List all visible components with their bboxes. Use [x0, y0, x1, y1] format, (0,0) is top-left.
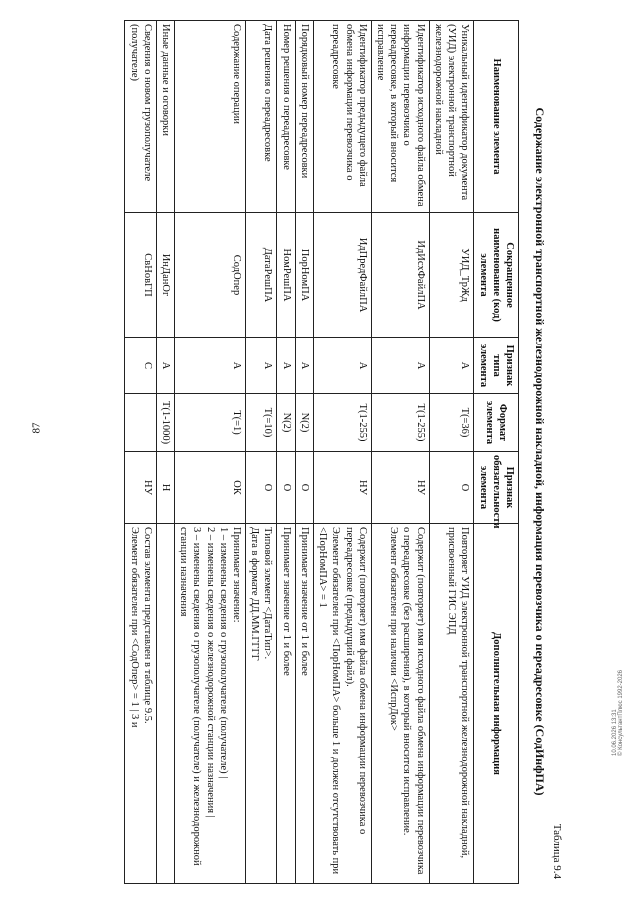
cell-required	[429, 452, 474, 524]
cell-code-text: ПорНомПА	[298, 248, 310, 302]
cell-info	[371, 524, 429, 884]
cell-code-text: СодОпер	[231, 254, 243, 296]
cell-code-text: НомРешПА	[280, 248, 292, 302]
table-row	[125, 21, 156, 884]
cell-code	[313, 213, 371, 338]
cell-required-text: О	[280, 483, 292, 492]
cell-type	[429, 338, 474, 394]
cell-info	[277, 524, 295, 884]
cell-info-text: Типовой элемент <ДатаТип>.	[262, 527, 274, 660]
page-number-text: 87	[30, 422, 42, 434]
cell-code-text: ИдПредФайлПА	[356, 237, 368, 313]
table-row	[313, 21, 371, 884]
cell-code	[174, 213, 245, 338]
cell-required	[277, 452, 295, 524]
cell-type	[295, 338, 313, 394]
cell-type-text: А	[356, 361, 368, 370]
cell-code	[246, 213, 277, 338]
cell-info	[246, 524, 277, 884]
cell-type-text: А	[459, 361, 471, 370]
cell-type-text: А	[414, 361, 426, 370]
cell-type	[313, 338, 371, 394]
cell-name-text: Дата решения о переадресовке	[262, 24, 274, 162]
cell-format	[295, 394, 313, 452]
elements-table	[124, 20, 519, 884]
cell-info-text: 3 – изменены сведения о грузополучателе (получателе) и железнодорожной станции назначения	[178, 527, 203, 866]
cell-type-text: С	[141, 361, 153, 369]
cell-info-text: Содержит (повторяет) имя исходного файла обмена информации перевозчика о переадресовке (без расширения), в который вносится исправление.	[401, 527, 426, 875]
cell-format-text: T(1-255)	[414, 403, 426, 442]
cell-format-text: N(2)	[298, 412, 310, 433]
cell-info-text: Состав элемента представлен в таблице 9.5.	[141, 527, 153, 724]
cell-code-text: ИнДанОг	[159, 253, 171, 297]
table-header-row	[474, 21, 519, 884]
cell-code-text: ДатаРешПА	[262, 247, 274, 303]
cell-info-text: Содержит (повторяет) имя файла обмена информации перевозчика о переадресовке (предыдущий файл).	[343, 527, 368, 835]
cell-code	[277, 213, 295, 338]
cell-name	[371, 21, 429, 213]
cell-name-text: Порядковый номер переадресовки	[298, 24, 310, 179]
cell-format	[429, 394, 474, 452]
cell-required-text: О	[262, 483, 274, 492]
cell-name-text: Идентификатор предыдущего файла обмена информации перевозчика о переадресовке	[330, 24, 368, 187]
cell-code-text: УИД_ТрЖд	[459, 248, 471, 302]
cell-required-text: НУ	[141, 479, 153, 496]
cell-info-text: Принимает значение:	[231, 527, 243, 623]
cell-required-text: О	[459, 483, 471, 492]
cell-info	[429, 524, 474, 884]
cell-format-text: T(=36)	[459, 407, 471, 438]
cell-name	[246, 21, 277, 213]
table-row	[295, 21, 313, 884]
table-title: Содержание электронной транспортной железнодорожной накладной, информация перевозчика о переадресовке (СодИнфПА)	[533, 107, 547, 796]
cell-required-text: Н	[159, 483, 171, 492]
cell-name	[125, 21, 156, 213]
cell-name	[174, 21, 245, 213]
cell-format-text: N(2)	[280, 412, 292, 433]
cell-type-text: А	[280, 361, 292, 370]
cell-name	[295, 21, 313, 213]
table-row	[246, 21, 277, 884]
cell-type	[277, 338, 295, 394]
cell-type	[174, 338, 245, 394]
footer-stamp-date: 10.06.2026 13:31	[612, 709, 618, 756]
header-type-flag: Признак типа элемента	[474, 338, 519, 394]
cell-format-text: T(1-255)	[356, 403, 368, 442]
cell-name	[313, 21, 371, 213]
cell-info-text: Принимает значение от 1 и более	[298, 527, 310, 676]
cell-name	[277, 21, 295, 213]
cell-info-text: Дата в формате ДД.ММ.ГГГГ	[249, 527, 261, 661]
cell-format	[156, 394, 174, 452]
cell-info-text: 1 – изменены сведения о грузополучателе (получателе) |	[217, 527, 229, 779]
cell-code	[371, 213, 429, 338]
cell-required-text: НУ	[414, 479, 426, 496]
cell-info-text: Элемент обязателен при <ПорНомПА> больше 1 и должен отсутствовать при <ПорНомПА> = 1	[317, 527, 342, 875]
header-format: Формат элемента	[474, 394, 519, 452]
cell-required	[125, 452, 156, 524]
table-row	[174, 21, 245, 884]
cell-info	[156, 524, 174, 884]
header-required-flag: Признак обязательности элемента	[474, 452, 519, 524]
cell-required-text: НУ	[356, 479, 368, 496]
header-short-name: Сокращенное наименование (код) элемента	[474, 213, 519, 338]
cell-info-text: 2 – изменены сведения о железнодорожной станции назначения |	[204, 527, 216, 818]
header-info: Дополнительная информация	[474, 524, 519, 884]
cell-required	[371, 452, 429, 524]
cell-info	[313, 524, 371, 884]
cell-format	[371, 394, 429, 452]
cell-info	[174, 524, 245, 884]
cell-required	[246, 452, 277, 524]
cell-format	[246, 394, 277, 452]
cell-format-text: T(1-1000)	[159, 400, 171, 445]
cell-name-text: Уникальный идентификатор документа (УИД) электронной транспортной железнодорожной накладной	[432, 24, 471, 201]
footer-stamp	[612, 626, 626, 756]
cell-required	[156, 452, 174, 524]
cell-format-text: T(=1)	[231, 410, 243, 435]
cell-type-text: А	[262, 361, 274, 370]
cell-info-text: Повторяет УИД электронной транспортной железнодорожной накладной, присвоенный ГИС ЭПД	[446, 527, 471, 859]
rotated-page-content	[59, 20, 563, 883]
table-row	[371, 21, 429, 884]
cell-required	[295, 452, 313, 524]
cell-type	[246, 338, 277, 394]
cell-code-text: СвНовГП	[141, 253, 153, 297]
cell-info-text: Элемент обязателен при <СодОпер> = 1 | 3 и	[128, 527, 140, 728]
cell-name-text: Иные данные и оговорки	[159, 24, 171, 137]
cell-name-text: Номер решения о переадресовке	[280, 24, 292, 170]
cell-name	[156, 21, 174, 213]
cell-format	[277, 394, 295, 452]
cell-format	[174, 394, 245, 452]
table-row	[429, 21, 474, 884]
cell-format-text: T(=10)	[262, 407, 274, 438]
cell-type	[125, 338, 156, 394]
cell-format	[313, 394, 371, 452]
cell-required-text: ОК	[231, 480, 243, 495]
cell-required	[313, 452, 371, 524]
cell-info	[295, 524, 313, 884]
table-label: Таблица 9.4	[551, 823, 563, 879]
cell-name-text: Содержание операции	[231, 24, 243, 124]
cell-name-text: Идентификатор исходного файла обмена информации перевозчика о переадресовке, в который вносится исправление	[375, 24, 426, 207]
cell-code	[429, 213, 474, 338]
cell-required-text: О	[298, 483, 310, 492]
cell-type	[156, 338, 174, 394]
cell-type-text: А	[298, 361, 310, 370]
cell-code	[125, 213, 156, 338]
page-number	[30, 418, 42, 438]
cell-info-text: Элемент обязателен при наличии <ИспрДок>	[388, 527, 400, 731]
cell-required	[174, 452, 245, 524]
table-row	[156, 21, 174, 884]
cell-code	[156, 213, 174, 338]
cell-info	[125, 524, 156, 884]
table-row	[277, 21, 295, 884]
cell-type	[371, 338, 429, 394]
cell-type-text: А	[231, 361, 243, 370]
cell-info-text: Принимает значение от 1 и более	[280, 527, 292, 676]
cell-format	[125, 394, 156, 452]
cell-name	[429, 21, 474, 213]
cell-type-text: А	[159, 361, 171, 370]
cell-code-text: ИдИсхФайлПА	[414, 240, 426, 310]
footer-stamp-copyright: © КонсультантПлюс 1992-2026	[618, 669, 624, 756]
header-name: Наименование элемента	[474, 21, 519, 213]
cell-code	[295, 213, 313, 338]
cell-name-text: Сведения о новом грузополучателе (получателе)	[128, 24, 153, 182]
